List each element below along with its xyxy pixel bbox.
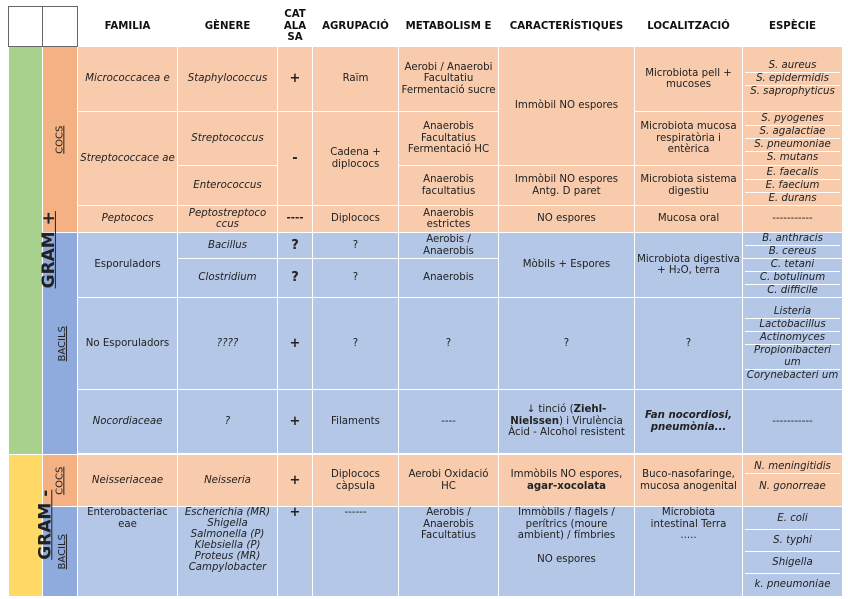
species-item: N. gonorreae	[759, 481, 826, 492]
metabolisme-neisseria: Aerobi Oxidació HC	[399, 455, 499, 507]
species-item: Lactobacillus	[745, 319, 840, 332]
gram-positive-label: GRAM +	[9, 47, 43, 455]
catalasa-staphylococcus: +	[278, 47, 313, 112]
species-item: C. tetani	[745, 259, 840, 272]
catalasa-bacillus: ?	[278, 233, 313, 259]
familia-nocordiaceae: Nocordiaceae	[78, 390, 178, 454]
generes-enterobacteriaceae	[178, 507, 278, 597]
agrupacio-no-esporuladors: ?	[313, 298, 399, 390]
genus-item: Escherichia (MR)	[184, 507, 271, 518]
genere-peptostreptococcus: Peptostreptoco ccus	[178, 206, 278, 233]
genus-item: Shigella	[207, 518, 248, 529]
header-especie: ESPÈCIE	[743, 7, 843, 47]
species-item: S. epidermidis	[745, 73, 840, 86]
catalasa-streptococcaceae: -	[278, 112, 313, 206]
header-catalasa: CAT ALA SA	[278, 7, 313, 47]
localitzacio-staphylococcus: Microbiota pell + mucoses	[635, 47, 743, 112]
localitzacio-no-esporuladors: ?	[635, 298, 743, 390]
especie-peptococs: -----------	[743, 206, 843, 233]
car-prefix: ↓ tinció (	[526, 404, 574, 416]
species-item: E. durans	[768, 192, 817, 204]
familia-enterobacteriaceae: Enterobacteriac eae	[78, 507, 178, 597]
catalasa-clostridium: ?	[278, 259, 313, 298]
especies-streptococcus	[743, 112, 843, 166]
metabolisme-staphylococcus: Aerobi / Anaerobi Facultatiu Fermentació sucre	[399, 47, 499, 112]
caracteristiques-cocs: Immòbil NO espores	[499, 47, 635, 166]
familia-esporuladors: Esporuladors	[78, 233, 178, 298]
gram-negative-label: GRAM -	[9, 455, 43, 597]
genere-neisseria: Neisseria	[178, 455, 278, 507]
genere-bacillus: Bacillus	[178, 233, 278, 259]
caracteristiques-neisseria	[499, 455, 635, 507]
header-genere: GÈNERE	[178, 7, 278, 47]
species-item: S. mutans	[766, 152, 819, 163]
caracteristiques-peptococs: NO espores	[499, 206, 635, 233]
bacils-label-neg: BACILS	[43, 507, 78, 597]
familia-neisseriaceae: Neisseriaceae	[78, 455, 178, 507]
agrupacio-nocordiaceae: Filaments	[313, 390, 399, 454]
species-item: Propionibacteri um	[745, 345, 840, 370]
header-familia: FAMILIA	[78, 7, 178, 47]
especies-clostridium	[743, 259, 843, 298]
car-normal: Immòbils NO espores,	[510, 469, 623, 480]
genere-nocordiaceae: ?	[178, 390, 278, 454]
species-item: C. difficile	[767, 285, 818, 296]
catalasa-enterobacteriaceae: +	[278, 507, 313, 597]
familia-peptococs: Peptococs	[78, 206, 178, 233]
header-blank-2	[43, 7, 78, 47]
especies-bacillus	[743, 233, 843, 259]
species-item: E. faecalis	[745, 167, 840, 180]
metabolisme-no-esporuladors: ?	[399, 298, 499, 390]
catalasa-nocordiaceae: +	[278, 390, 313, 454]
caracteristiques-esporuladors: Mòbils + Espores	[499, 233, 635, 298]
species-item: Listeria	[745, 306, 840, 319]
metabolisme-peptococs: Anaerobis estrictes	[399, 206, 499, 233]
species-item: S. aureus	[745, 60, 840, 73]
loc-extra: .....	[680, 530, 697, 541]
species-item: B. cereus	[768, 246, 817, 257]
species-item: S. pneumoniae	[745, 139, 840, 152]
localitzacio-neisseria: Buco-nasofaringe, mucosa anogenital	[635, 455, 743, 507]
especie-nocordiaceae: -----------	[743, 390, 843, 454]
cocs-label-pos: COCS	[43, 47, 78, 233]
header-agrupacio: AGRUPACIÓ	[313, 7, 399, 47]
catalasa-peptococs: ----	[278, 206, 313, 233]
species-item: Shigella	[745, 552, 840, 574]
metabolisme-nocordiaceae: ----	[399, 390, 499, 454]
species-item: C. botulinum	[745, 272, 840, 285]
car-line2: NO espores	[537, 553, 596, 565]
genere-staphylococcus: Staphylococcus	[178, 47, 278, 112]
metabolisme-clostridium: Anaerobis	[399, 259, 499, 298]
genus-item: Campylobacter	[188, 562, 267, 573]
localitzacio-peptococs: Mucosa oral	[635, 206, 743, 233]
localitzacio-enterococcus: Microbiota sistema digestiu	[635, 166, 743, 206]
especies-enterococcus	[743, 166, 843, 206]
header-blank-1	[9, 7, 43, 47]
genus-item: Salmonella (P)	[190, 529, 265, 540]
agrupacio-bacillus: ?	[313, 233, 399, 259]
metabolisme-enterococcus: Anaerobis facultatius	[399, 166, 499, 206]
genere-enterococcus: Enterococcus	[178, 166, 278, 206]
localitzacio-enterobacteriaceae	[635, 507, 743, 597]
header-caracteristiques: CARACTERÍSTIQUES	[499, 7, 635, 47]
species-item: E. coli	[745, 508, 840, 530]
species-item: E. faecium	[745, 180, 840, 193]
species-item: S. pyogenes	[745, 113, 840, 126]
species-item: Corynebacteri um	[746, 369, 839, 381]
especies-enterobacteriaceae	[743, 507, 843, 597]
car-rest: ) i Virulència Àcid - Alcohol resistent	[508, 415, 625, 439]
agrupacio-enterobacteriaceae: ------	[313, 507, 399, 597]
species-item: B. anthracis	[745, 233, 840, 246]
catalasa-neisseria: +	[278, 455, 313, 507]
agrupacio-peptococs: Diplococs	[313, 206, 399, 233]
genere-clostridium: Clostridium	[178, 259, 278, 298]
especies-no-esporuladors	[743, 298, 843, 390]
caracteristiques-enterococcus: Immòbil NO espores Antg. D paret	[499, 166, 635, 206]
cocs-label-neg: COCS	[43, 455, 78, 507]
caracteristiques-enterobacteriaceae	[499, 507, 635, 597]
species-item: S. typhi	[745, 530, 840, 552]
agrupacio-neisseria: Diplococs càpsula	[313, 455, 399, 507]
species-item: S. agalactiae	[745, 126, 840, 139]
especies-staphylococcus	[743, 47, 843, 112]
localitzacio-nocordiaceae: Fan nocordiosi, pneumònia...	[635, 390, 743, 454]
bacils-label-pos: BACILS	[43, 233, 78, 455]
genere-no-esporuladors: ????	[178, 298, 278, 390]
agrupacio-streptococcaceae: Cadena + diplococs	[313, 112, 399, 206]
car-bold: agar-xocolata	[526, 480, 606, 492]
localitzacio-esporuladors: Microbiota digestiva + H₂O, terra	[635, 233, 743, 298]
loc-text: Microbiota intestinal Terra	[650, 507, 727, 530]
car-bold: Ziehl-Nielssen	[510, 404, 607, 427]
agrupacio-staphylococcus: Raïm	[313, 47, 399, 112]
caracteristiques-no-esporuladors: ?	[499, 298, 635, 390]
metabolisme-enterobacteriaceae: Aerobis / Anaerobis Facultatius	[399, 507, 499, 597]
header-localitzacio: LOCALITZACIÓ	[635, 7, 743, 47]
species-item: N. meningitidis	[745, 461, 840, 474]
car-line1: Immòbils / flagels / perítrics (moure ambient) / fímbries	[517, 507, 616, 541]
header-metabolisme: METABOLISM E	[399, 7, 499, 47]
genus-item: Klebsiella (P)	[194, 540, 261, 551]
agrupacio-clostridium: ?	[313, 259, 399, 298]
familia-micrococcaceae: Micrococcacea e	[78, 47, 178, 112]
species-item: Actinomyces	[745, 332, 840, 345]
metabolisme-bacillus: Aerobis / Anaerobis	[399, 233, 499, 259]
especies-neisseria	[743, 455, 843, 507]
metabolisme-streptococcus: Anaerobis Facultatius Fermentació HC	[399, 112, 499, 166]
species-item: S. saprophyticus	[750, 86, 835, 97]
species-item: k. pneumoniae	[754, 579, 831, 590]
localitzacio-streptococcus: Microbiota mucosa respiratòria i entèrica	[635, 112, 743, 166]
catalasa-no-esporuladors: +	[278, 298, 313, 390]
caracteristiques-nocordiaceae	[499, 390, 635, 454]
genere-streptococcus: Streptococcus	[178, 112, 278, 166]
genus-item: Proteus (MR)	[194, 551, 261, 562]
microbiology-table	[8, 6, 843, 597]
familia-streptococcaceae: Streptococcace ae	[78, 112, 178, 206]
familia-no-esporuladors: No Esporuladors	[78, 298, 178, 390]
